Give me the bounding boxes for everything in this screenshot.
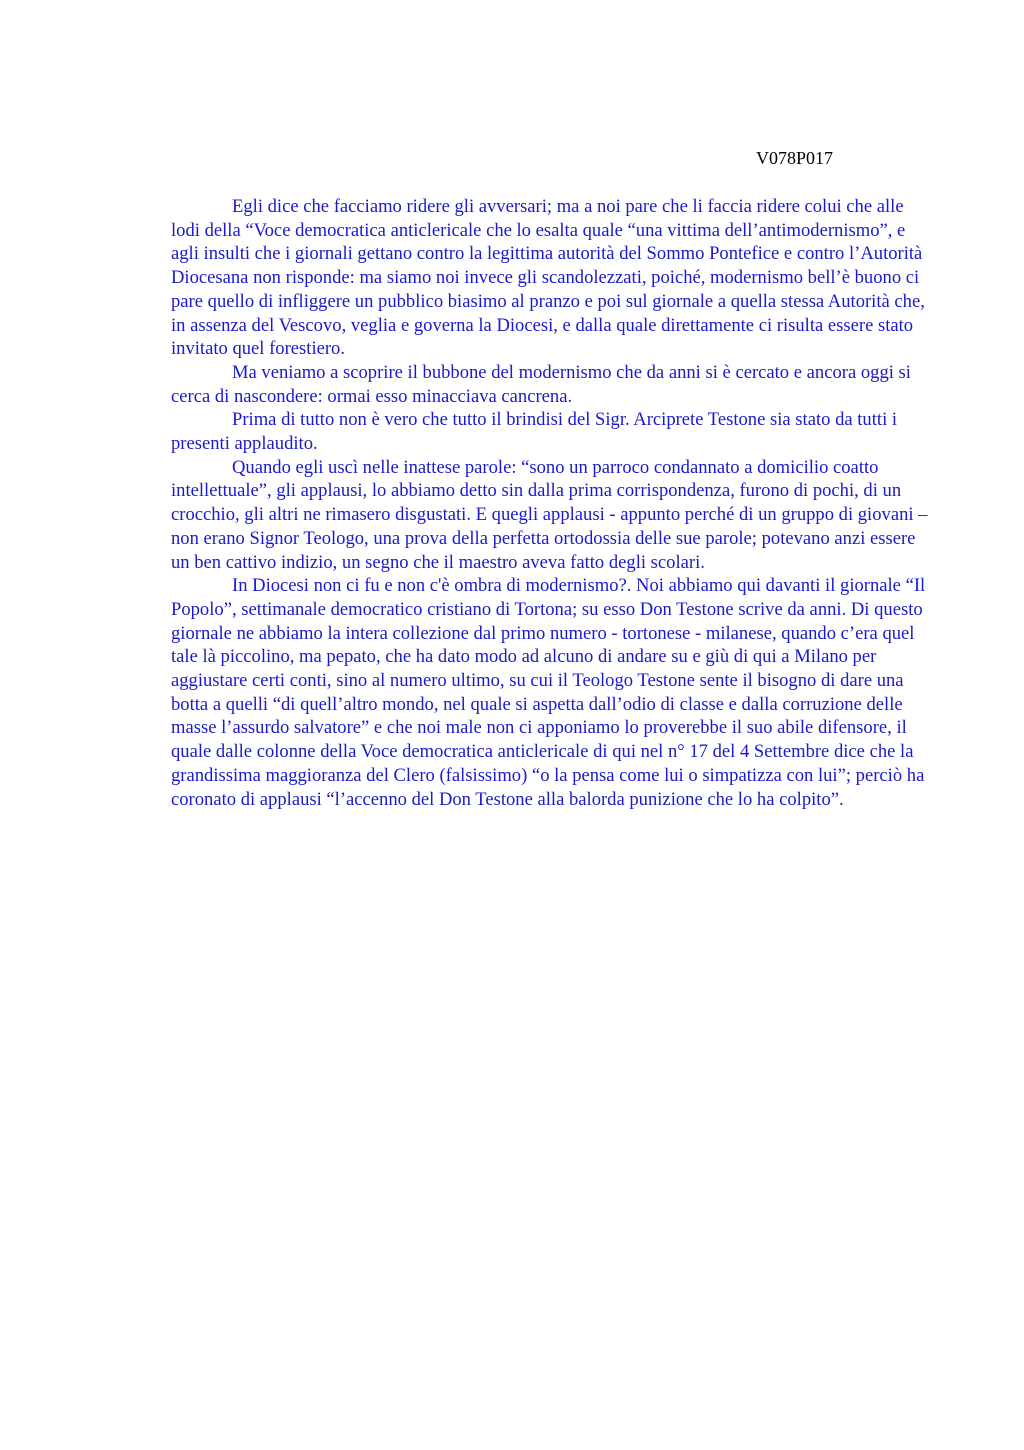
page-code: V078P017: [756, 148, 834, 168]
paragraph-5: In Diocesi non ci fu e non c'è ombra di modernismo?. Noi abbiamo qui davanti il giornale “Il Popolo”, settimanale democratico cristiano di Tortona; su esso Don Testone scrive da anni. Di questo giornale ne abbiamo la intera collezione dal primo numero - tortonese - milanese, quando c’era quel tale là piccolino, ma pepato, che ha dato modo ad alcuno di andare su e giù di qui a Milano per aggiustare certi conti, sino al numero ultimo, su cui il Teologo Testone sente il bisogno di dare una botta a quelli “di quell’altro mondo, nel quale si aspetta dall’odio di classe e dalla corruzione delle masse l’assurdo salvatore” e che noi male non ci apponiamo lo proverebbe il suo abile difensore, il quale dalle colonne della Voce democratica anticlericale di qui nel n° 17 del 4 Settembre dice che la grandissima maggioranza del Clero (falsissimo) “o la pensa come lui o simpatizza con lui”; perciò ha coronato di applausi “l’accenno del Don Testone alla balorda punizione che lo ha colpito”.: [171, 575, 926, 810]
body-text: [171, 195, 931, 811]
paragraph-4: Quando egli uscì nelle inattese parole: “sono un parroco condannato a domicilio coatto intellettuale”, gli applausi, lo abbiamo detto sin dalla prima corrispondenza, furono di pochi, di un crocchio, gli altri ne rimasero disgustati. E quegli applausi - appunto perché di un gruppo di giovani – non erano Signor Teologo, una prova della perfetta ortodossia delle sue parole; potevano anzi essere un ben cattivo indizio, un segno che il maestro aveva fatto degli scolari.: [171, 456, 928, 573]
paragraph-1: Egli dice che facciamo ridere gli avversari; ma a noi pare che li faccia ridere colui che alle lodi della “Voce democratica anticlericale che lo esalta quale “una vittima dell’antimodernismo”, e agli insulti che i giornali gettano contro la legittima autorità del Sommo Pontefice e contro l’Autorità Diocesana non risponde: ma siamo noi invece gli scandolezzati, poiché, modernismo bell’è buono ci pare quello di infliggere un pubblico biasimo al pranzo e poi sul giornale a quella stessa Autorità che, in assenza del Vescovo, veglia e governa la Diocesi, e dalla quale direttamente ci risulta essere stato invitato quel forestiero.: [171, 196, 925, 360]
paragraph-2: Ma veniamo a scoprire il bubbone del modernismo che da anni si è cercato e ancora oggi si cerca di nascondere: ormai esso minacciava cancrena.: [171, 361, 911, 407]
paragraph-3: Prima di tutto non è vero che tutto il brindisi del Sigr. Arciprete Testone sia stato da tutti i presenti applaudito.: [171, 409, 898, 455]
